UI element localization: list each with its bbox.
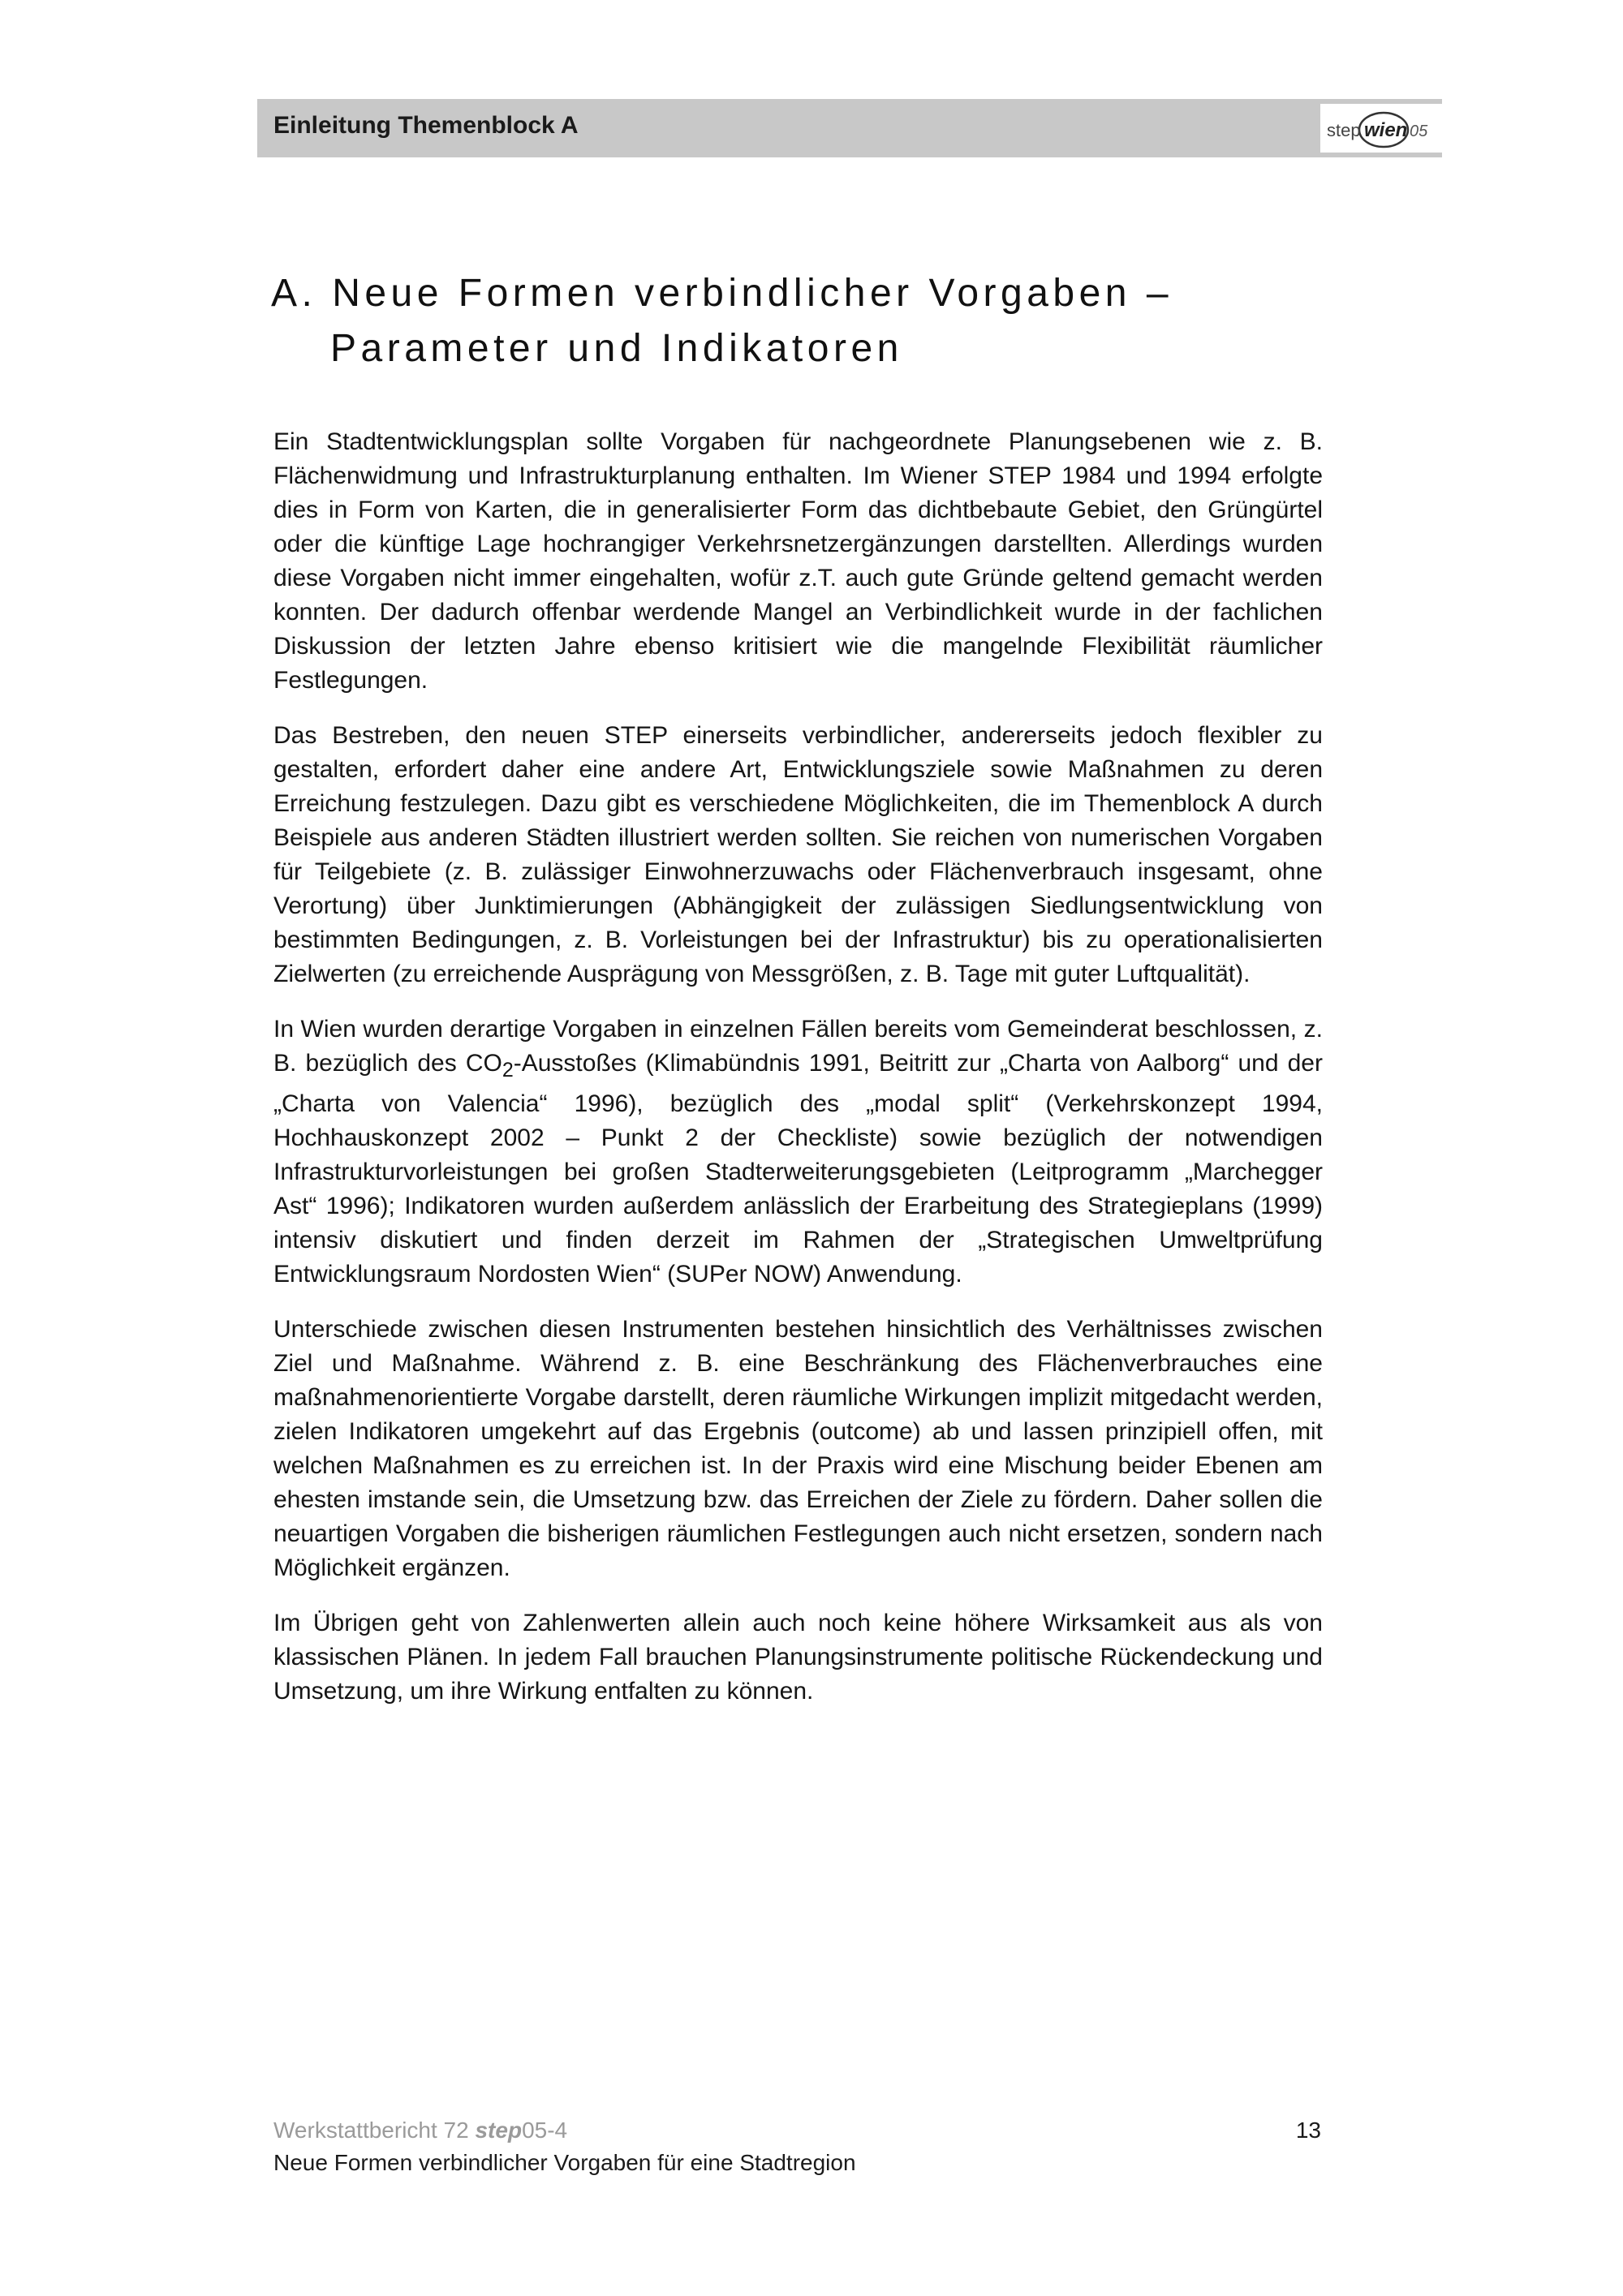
body-text — [273, 425, 1323, 1730]
paragraph-3-part-1: In Wien wurden derartige Vorgaben in einzelnen Fällen bereits vom Gemeinderat beschlossen, z. B. bezüglich des CO — [273, 1016, 1323, 1077]
logo-suffix: 05 — [1410, 123, 1428, 140]
footer-report-title — [273, 2114, 1085, 2147]
paragraph-3-part-2: -Ausstoßes (Klimabündnis 1991, Beitritt zur „Charta von Aalborg“ und der „Charta von Valencia“ 1996), bezüglich des „modal split“ (Verkehrskonzept 1994, Hochhauskonzept 2002 – Punkt 2 der Checkliste) sowie bezüglich der notwendigen Infrastrukturvorleistungen bei großen Stadterweiterungsgebieten (Leitprogramm „Marchegger Ast“ 1996); Indikatoren wurden außerdem anlässlich der Erarbeitung des Strategieplans (1999) intensiv diskutiert und finden derzeit im Rahmen der „Strategischen Umweltprüfung Entwicklungsraum Nordosten Wien“ (SUPer NOW) Anwendung. — [273, 1050, 1323, 1288]
header-title: Einleitung Themenblock A — [273, 112, 579, 139]
footer-subtitle: Neue Formen verbindlicher Vorgaben für eine Stadtregion — [273, 2150, 856, 2175]
logo-word: wien — [1364, 119, 1408, 141]
heading-line-2: Parameter und Indikatoren — [330, 327, 903, 370]
stepwien05-logo-icon — [1320, 104, 1442, 153]
paragraph-4: Unterschiede zwischen diesen Instrumenten bestehen hinsichtlich des Verhältnisses zwischen Ziel und Maßnahme. Während z. B. eine Beschränkung des Flächenverbrauches eine maßnahmenorientierte Vorgabe darstellt, deren räumliche Wirkungen implizit mitgedacht werden, zielen Indikatoren umgekehrt auf das Ergebnis (outcome) ab und lassen prinzipiell offen, mit welchen Maßnahmen es zu erreichen ist. In der Praxis wird eine Mischung beider Ebenen am ehesten imstande sein, die Umsetzung bzw. das Erreichen der Ziele zu fördern. Daher sollen die neuartigen Vorgaben die bisherigen räumlichen Festlegungen auch nicht ersetzen, sondern nach Möglichkeit ergänzen. — [273, 1316, 1323, 1581]
paragraph-2: Das Bestreben, den neuen STEP einerseits verbindlicher, andererseits jedoch flexibler zu gestalten, erfordert daher eine andere Art, Entwicklungsziele sowie Maßnahmen zu deren Erreichung festzulegen. Dazu gibt es verschiedene Möglichkeiten, die im Themenblock A durch Beispiele aus anderen Städten illustriert werden sollten. Sie reichen von numerischen Vorgaben für Teilgebiete (z. B. zulässiger Einwohnerzuwachs oder Flächenverbrauch insgesamt, ohne Verortung) über Junktimierungen (Abhängigkeit der zulässigen Siedlungsentwicklung von bestimmten Bedingungen, z. B. Vorleistungen bei der Infrastruktur) bis zu operationalisierten Zielwerten (zu erreichende Ausprägung von Messgrößen, z. B. Tage mit guter Luftqualität). — [273, 722, 1323, 987]
page-number: 13 — [1295, 2118, 1321, 2143]
paragraph-1: Ein Stadtentwicklungsplan sollte Vorgaben für nachgeordnete Planungsebenen wie z. B. Flächenwidmung und Infrastrukturplanung enthalten. Im Wiener STEP 1984 und 1994 erfolgte dies in Form von Karten, die in generalisierter Form das dichtbebaute Gebiet, den Grüngürtel oder die künftige Lage hochrangiger Verkehrsnetzergänzungen darstellten. Allerdings wurden diese Vorgaben nicht immer eingehalten, wofür z.T. auch gute Gründe geltend gemacht werden konnten. Der dadurch offenbar werdende Mangel an Verbindlichkeit wurde in der fachlichen Diskussion der letzten Jahre ebenso kritisiert wie die mangelnde Flexibilität räumlicher Festlegungen. — [273, 428, 1323, 694]
footer-report-prefix: Werkstattbericht 72 — [273, 2118, 476, 2143]
page-header — [257, 99, 1442, 157]
logo-prefix: step — [1327, 120, 1361, 140]
page-footer — [273, 2114, 1085, 2179]
footer-report-brand: step — [475, 2118, 523, 2143]
paragraph-5: Im Übrigen geht von Zahlenwerten allein auch noch keine höhere Wirksamkeit aus als von klassischen Plänen. In jedem Fall brauchen Planungsinstrumente politische Rückendeckung und Umsetzung, um ihre Wirkung entfalten zu können. — [273, 1610, 1323, 1705]
co2-subscript: 2 — [502, 1059, 514, 1081]
footer-report-suffix: 05-4 — [522, 2118, 568, 2143]
page-heading — [271, 266, 1326, 376]
heading-line-1: A. Neue Formen verbindlicher Vorgaben – — [271, 272, 1173, 315]
paragraph-3 — [273, 1013, 1323, 1292]
stepwien05-logo-graphic — [1325, 107, 1437, 149]
